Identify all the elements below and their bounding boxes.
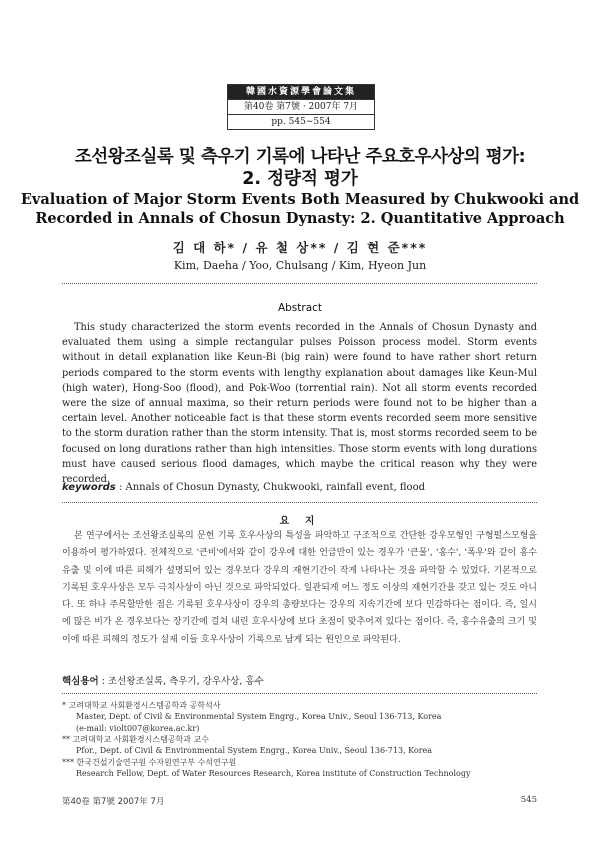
footnote-3-english: Research Fellow, Dept. of Water Resources Research, Korea institute of Construction Technology	[76, 769, 471, 779]
page-number: 545	[520, 795, 537, 805]
title-korean-line2: 2. 정량적 평가	[242, 169, 358, 189]
divider-top	[62, 283, 537, 284]
authors-english: Kim, Daeha / Yoo, Chulsang / Kim, Hyeon Jun	[173, 259, 427, 272]
footnote-2-korean: 고려대학교 사회환경시스템공학과 교수	[72, 735, 210, 744]
journal-pages: pp. 545∼554	[228, 114, 374, 129]
footnote-2-mark: **	[62, 735, 70, 744]
korean-summary-text: 본 연구에서는 조선왕조실록의 문헌 기록 호우사상의 특성을 파악하고 구조적으로 간단한 강우모형인 구형펄스모형을 이용하여 평가하였다. 전체적으로 '큰비'에서와 같이 강우에 대한 언급만이 있는 경우가 '큰물', '홍수', '폭우'와 같이 홍수유출 및 이에 따른 피해가 설명되어 있는 경우보다 강우의 재현기간이 작게 나타나는 것을 파악할 수 있었다. 기본적으로 기록된 호우사상은 모두 극치사상이 아닌 것으로 파악되었다. 일관되게 어느 정도 이상의 재현기간을 갖고 있는 것도 아니다. 또 하나 주목할만한 점은 기록된 호우사상이 강우의 총량보다는 강우의 지속기간에 보다 민감하다는 점이다. 즉, 일시에 많은 비가 온 경우보다는 장기간에 걸쳐 내린 호우사상에 보다 초점이 맞추어져 있다는 점이다. 즉, 홍수유출의 크기 및 이에 따른 피해의 정도가 실제 이들 호우사상이 기록으로 남게 되는 원인으로 파악된다.	[62, 531, 537, 645]
footnote-1	[62, 700, 537, 734]
journal-header-box	[227, 84, 375, 130]
abstract-title: Abstract	[277, 302, 323, 314]
footnote-3-mark: ***	[62, 758, 74, 767]
title-english-line1: Evaluation of Major Storm Events Both Measured by Chukwooki and	[20, 191, 580, 208]
authors-korean: 김 대 하* / 유 철 상** / 김 현 준***	[172, 240, 428, 255]
footnote-1-mark: *	[62, 701, 66, 710]
footnote-3-korean: 한국건설기술연구원 수자원연구부 수석연구원	[76, 758, 237, 767]
keywords-text: : Annals of Chosun Dynasty, Chukwooki, rainfall event, flood	[118, 482, 426, 493]
title-english-line2: Recorded in Annals of Chosun Dynasty: 2. Quantitative Approach	[35, 210, 565, 227]
footnote-1-korean: 고려대학교 사회환경시스템공학과 공학석사	[68, 701, 221, 710]
divider-middle	[62, 502, 537, 503]
journal-name: 韓國水資源學會論文集	[228, 85, 374, 99]
footnote-3	[62, 757, 537, 780]
abstract-text: This study characterized the storm events recorded in the Annals of Chosun Dynasty and evaluated them using a simple rectangular pulses Poisson process model. Storm events without in detail explanation like Keun-Bi (big rain) were found to have rather short return periods compared to the storm events with lengthy explanation about damages like Keun-Mul (high water), Hong-Soo (flood), and Pok-Woo (torrential rain). Not all storm events recorded were the size of annual maxima, so their return periods were found not to be higher than a certain level. Another noticeable fact is that these storm events recorded seem more sensitive to the storm duration rather than the storm intensity. That is, most storms recorded seem to be focused on long durations rather than high intensities. Those storm events with long durations must have caused serious flood damages, which maybe the critical reason why they were recorded.	[62, 322, 538, 486]
keywords-label: keywords	[62, 482, 116, 493]
keywords	[62, 482, 537, 493]
korean-keywords-text: : 조선왕조실록, 측우기, 강우사상, 홍수	[101, 676, 264, 687]
journal-volume: 第40卷 第7號 · 2007年 7月	[228, 99, 374, 114]
title-korean-line1: 조선왕조실록 및 측우기 기록에 나타난 주요호우사상의 평가:	[74, 147, 526, 167]
footnote-2-english: Pfor., Dept. of Civil & Environmental System Engrg., Korea Univ., Seoul 136-713, Korea	[76, 746, 433, 756]
divider-bottom	[62, 693, 537, 694]
footer-issue: 第40卷 第7號 2007年 7月	[62, 797, 165, 807]
footnote-1-email: (e-mail: violt007@korea.ac.kr)	[76, 723, 200, 733]
korean-summary-title: 요 지	[279, 516, 321, 527]
footnote-2	[62, 734, 537, 757]
korean-keywords-label: 핵심용어	[62, 676, 99, 687]
footnote-1-english: Master, Dept. of Civil & Environmental System Engrg., Korea Univ., Seoul 136-713, Korea	[76, 712, 442, 722]
korean-keywords	[62, 673, 264, 687]
